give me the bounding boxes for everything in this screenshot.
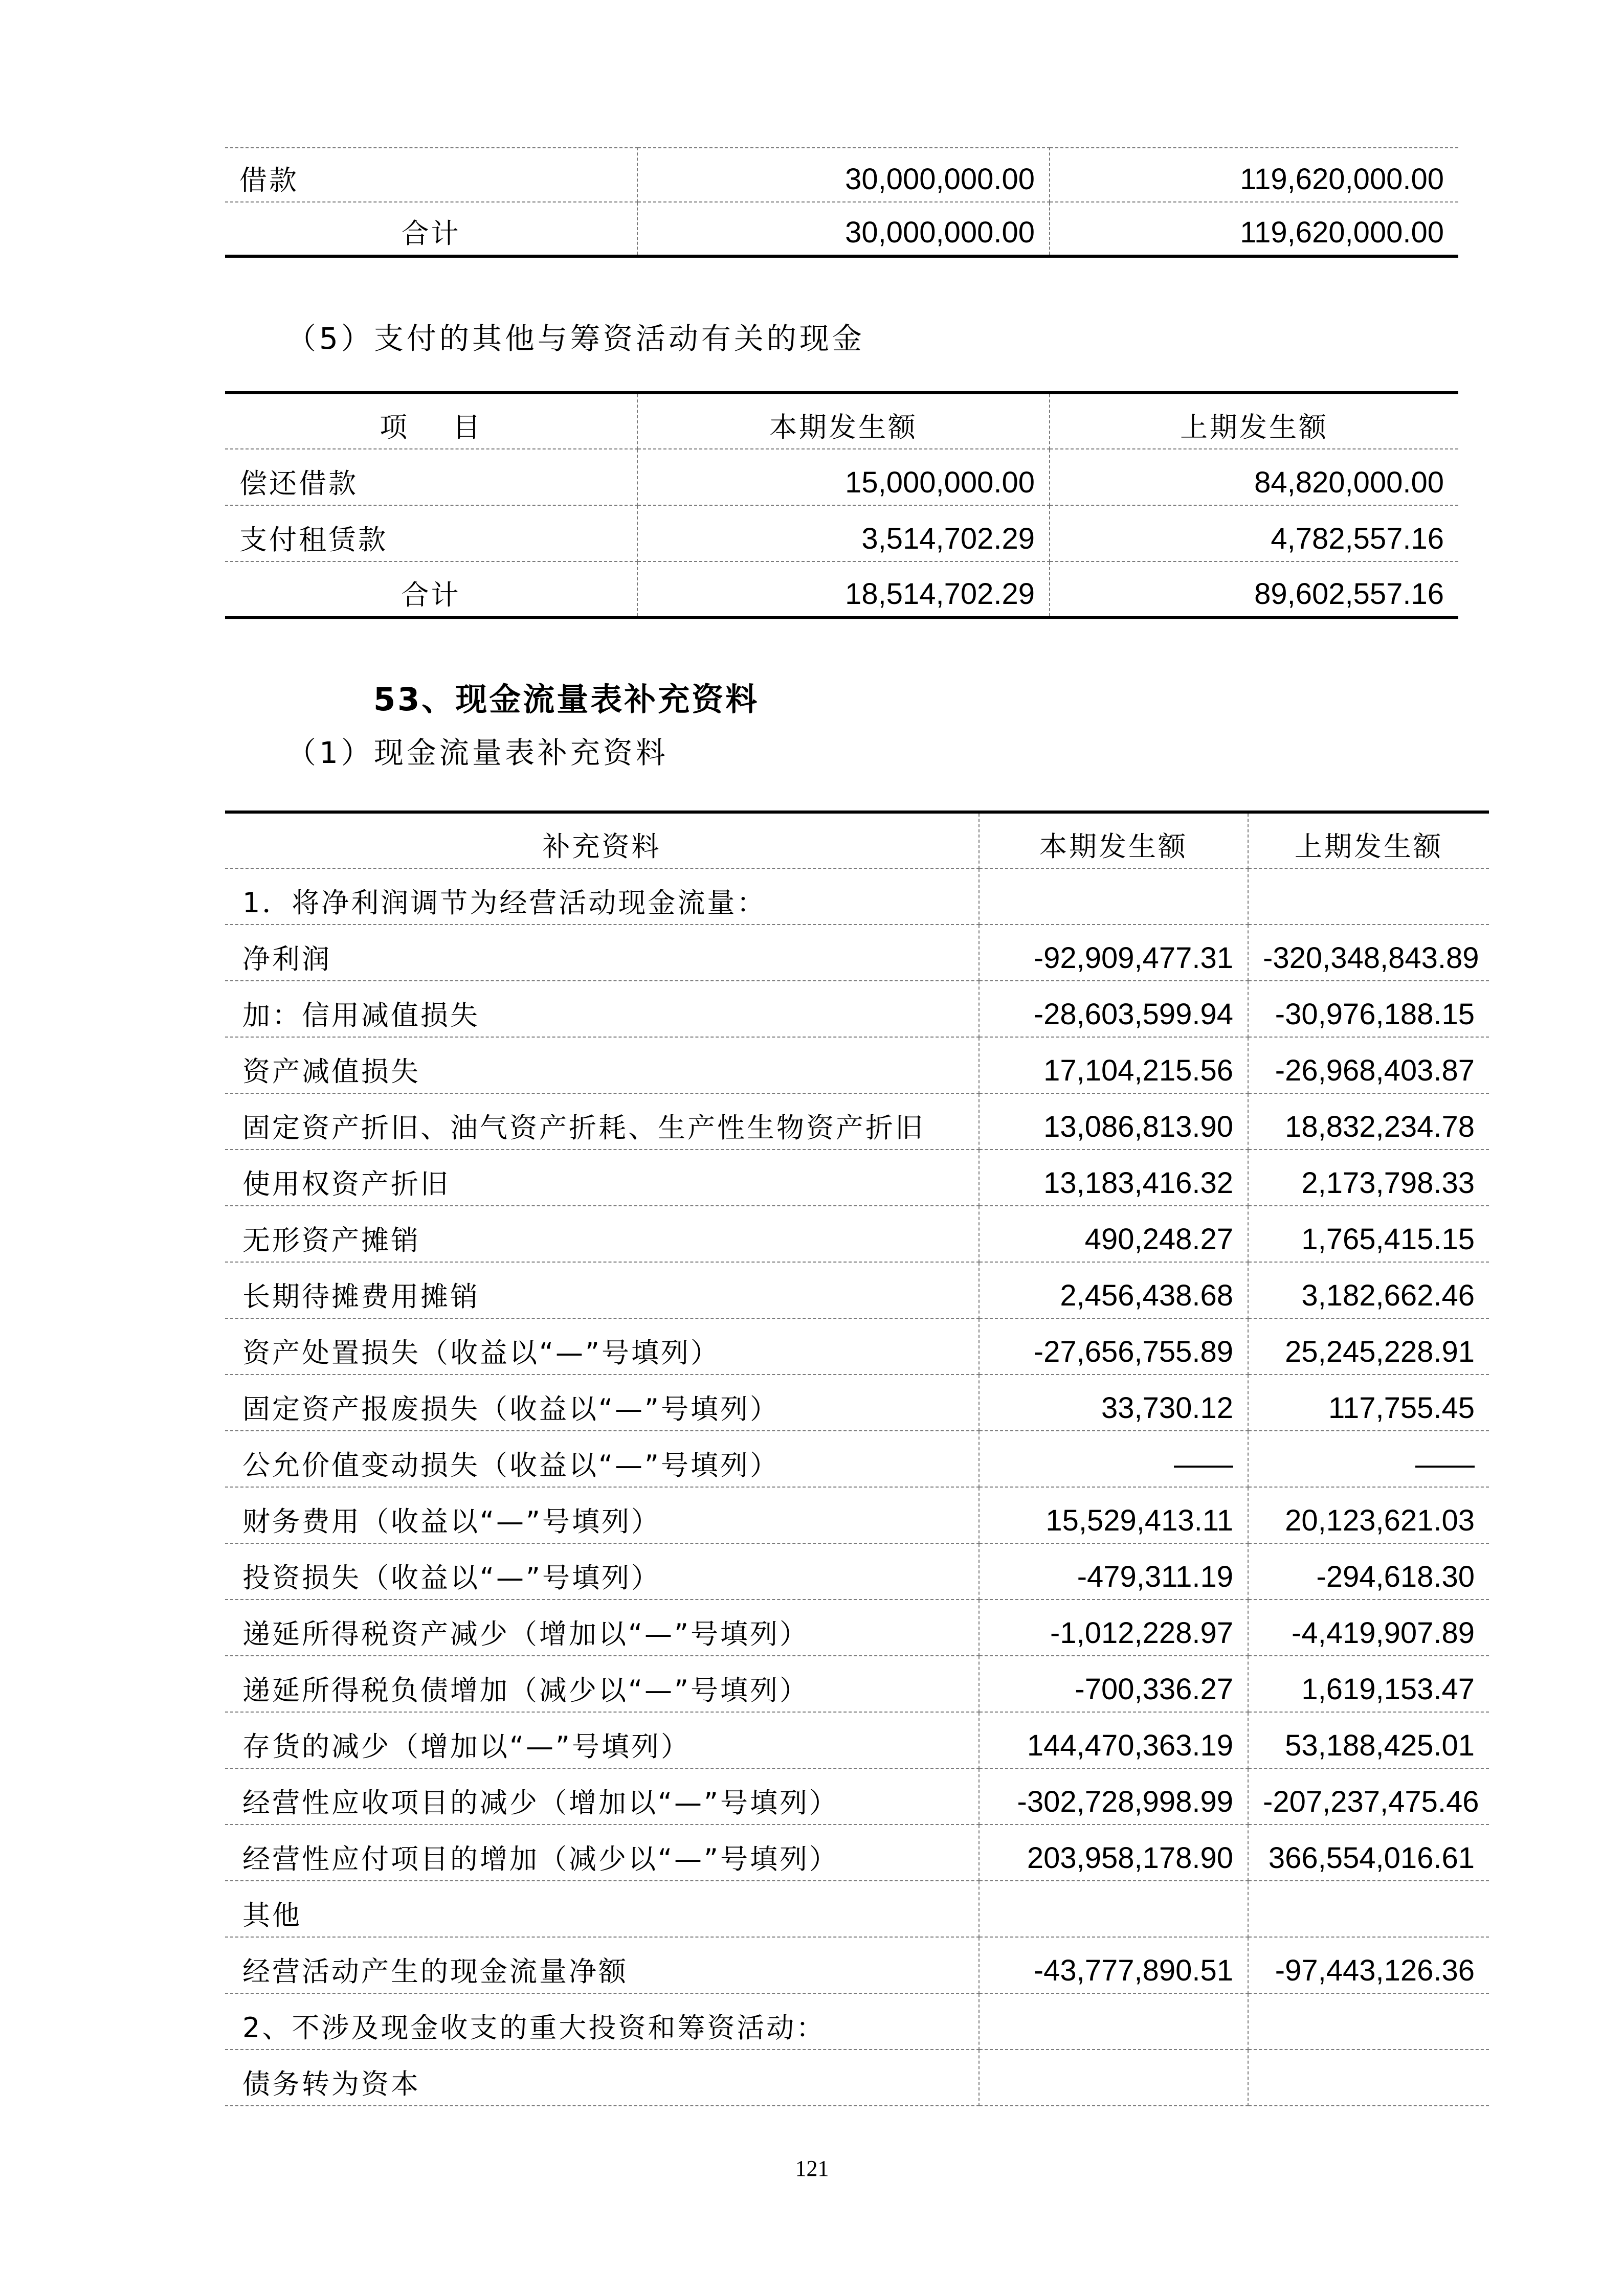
current-period-value: 30,000,000.00 [637,148,1050,202]
table-row [225,2050,1489,2106]
previous-period-value: 366,554,016.61 [1248,1825,1489,1881]
table-row [225,1318,1489,1375]
row-label: 递延所得税资产减少（增加以“—”号填列） [225,1600,979,1656]
row-label: 固定资产折旧、油气资产折耗、生产性生物资产折旧 [225,1093,979,1150]
current-period-value: -1,012,228.97 [979,1600,1248,1656]
table-row [225,868,1489,925]
table-row [225,1262,1489,1318]
borrowings-received-table [225,147,1458,258]
table-row [225,1150,1489,1206]
previous-period-value [1248,1993,1489,2050]
table-row [225,981,1489,1037]
current-period-value: —— [979,1431,1248,1487]
row-label: 债务转为资本 [225,2050,979,2106]
row-label: 资产减值损失 [225,1037,979,1093]
row-label: 固定资产报废损失（收益以“—”号填列） [225,1375,979,1431]
current-period-value: 2,456,438.68 [979,1262,1248,1318]
table-row [225,1037,1489,1093]
row-label: 净利润 [225,925,979,981]
table-row [225,449,1458,505]
total-label: 合计 [225,202,637,256]
total-row [225,202,1458,256]
table-row [225,1993,1489,2050]
table-row [225,1768,1489,1825]
header-previous-period: 上期发生额 [1248,812,1489,868]
previous-period-value: 3,182,662.46 [1248,1262,1489,1318]
current-period-value: 13,086,813.90 [979,1093,1248,1150]
previous-period-value: 4,782,557.16 [1050,505,1458,561]
current-period-value: 13,183,416.32 [979,1150,1248,1206]
previous-period-value: 84,820,000.00 [1050,449,1458,505]
row-label: 经营性应付项目的增加（减少以“—”号填列） [225,1825,979,1881]
table-row [225,148,1458,202]
total-label: 合计 [225,561,637,618]
previous-period-value: 53,188,425.01 [1248,1712,1489,1768]
table-row [225,925,1489,981]
row-label: 2、不涉及现金收支的重大投资和筹资活动： [225,1993,979,2050]
table-header-row [225,393,1458,449]
page-number: 121 [795,2156,829,2181]
current-period-value: 15,000,000.00 [637,449,1050,505]
current-period-value [979,2050,1248,2106]
previous-period-value: -97,443,126.36 [1248,1937,1489,1993]
cash-flow-supplementary-table [225,811,1489,2106]
previous-period-value [1248,2050,1489,2106]
row-label: 存货的减少（增加以“—”号填列） [225,1712,979,1768]
previous-period-value: 117,755.45 [1248,1375,1489,1431]
row-label: 借款 [225,148,637,202]
header-current-period: 本期发生额 [637,393,1050,449]
current-period-value: 3,514,702.29 [637,505,1050,561]
previous-period-value: -26,968,403.87 [1248,1037,1489,1093]
previous-period-value: 18,832,234.78 [1248,1093,1489,1150]
row-label: 经营活动产生的现金流量净额 [225,1937,979,1993]
header-current-period: 本期发生额 [979,812,1248,868]
header-item: 项 目 [225,393,637,449]
current-period-value: -28,603,599.94 [979,981,1248,1037]
row-label: 财务费用（收益以“—”号填列） [225,1487,979,1543]
row-label: 偿还借款 [225,449,637,505]
row-label: 无形资产摊销 [225,1206,979,1262]
table-row [225,1375,1489,1431]
row-label: 支付租赁款 [225,505,637,561]
current-period-value: -479,311.19 [979,1543,1248,1600]
current-period-value: -92,909,477.31 [979,925,1248,981]
previous-period-value: -207,237,475.46 [1248,1768,1489,1825]
table-row [225,1600,1489,1656]
section-5-title: （5）支付的其他与筹资活动有关的现金 [286,321,865,356]
current-period-value: 144,470,363.19 [979,1712,1248,1768]
row-label: 1．将净利润调节为经营活动现金流量： [225,868,979,925]
table-row [225,1431,1489,1487]
section-53-title: 53、现金流量表补充资料 [373,681,760,718]
previous-period-value: 1,619,153.47 [1248,1656,1489,1712]
row-label: 经营性应收项目的减少（增加以“—”号填列） [225,1768,979,1825]
row-label: 加：信用减值损失 [225,981,979,1037]
current-period-total: 18,514,702.29 [637,561,1050,618]
table-row [225,1881,1489,1937]
table-header-row [225,812,1489,868]
current-period-value: 490,248.27 [979,1206,1248,1262]
current-period-value: 33,730.12 [979,1375,1248,1431]
current-period-value: 17,104,215.56 [979,1037,1248,1093]
table-row [225,1487,1489,1543]
previous-period-value: 25,245,228.91 [1248,1318,1489,1375]
current-period-total: 30,000,000.00 [637,202,1050,256]
row-label: 资产处置损失（收益以“—”号填列） [225,1318,979,1375]
row-label: 递延所得税负债增加（减少以“—”号填列） [225,1656,979,1712]
row-label: 使用权资产折旧 [225,1150,979,1206]
previous-period-value: 20,123,621.03 [1248,1487,1489,1543]
current-period-value: -27,656,755.89 [979,1318,1248,1375]
previous-period-value: 2,173,798.33 [1248,1150,1489,1206]
header-item: 补充资料 [225,812,979,868]
table-row [225,1206,1489,1262]
current-period-value: 15,529,413.11 [979,1487,1248,1543]
previous-period-value: -294,618.30 [1248,1543,1489,1600]
previous-period-value [1248,1881,1489,1937]
current-period-value: -302,728,998.99 [979,1768,1248,1825]
row-label: 公允价值变动损失（收益以“—”号填列） [225,1431,979,1487]
table-row [225,1937,1489,1993]
previous-period-value: 1,765,415.15 [1248,1206,1489,1262]
current-period-value: -700,336.27 [979,1656,1248,1712]
table-row [225,1712,1489,1768]
current-period-value: -43,777,890.51 [979,1937,1248,1993]
previous-period-value [1248,868,1489,925]
header-previous-period: 上期发生额 [1050,393,1458,449]
previous-period-value: -30,976,188.15 [1248,981,1489,1037]
row-label: 其他 [225,1881,979,1937]
current-period-value [979,1993,1248,2050]
section-53-subtitle: （1）现金流量表补充资料 [286,735,669,770]
current-period-value [979,1881,1248,1937]
total-row [225,561,1458,618]
current-period-value [979,868,1248,925]
previous-period-total: 89,602,557.16 [1050,561,1458,618]
table-row [225,505,1458,561]
table-row [225,1093,1489,1150]
previous-period-total: 119,620,000.00 [1050,202,1458,256]
other-financing-payments-table [225,391,1458,619]
current-period-value: 203,958,178.90 [979,1825,1248,1881]
table-row [225,1656,1489,1712]
previous-period-value: 119,620,000.00 [1050,148,1458,202]
row-label: 长期待摊费用摊销 [225,1262,979,1318]
table-row [225,1825,1489,1881]
previous-period-value: -320,348,843.89 [1248,925,1489,981]
previous-period-value: —— [1248,1431,1489,1487]
row-label: 投资损失（收益以“—”号填列） [225,1543,979,1600]
previous-period-value: -4,419,907.89 [1248,1600,1489,1656]
table-row [225,1543,1489,1600]
